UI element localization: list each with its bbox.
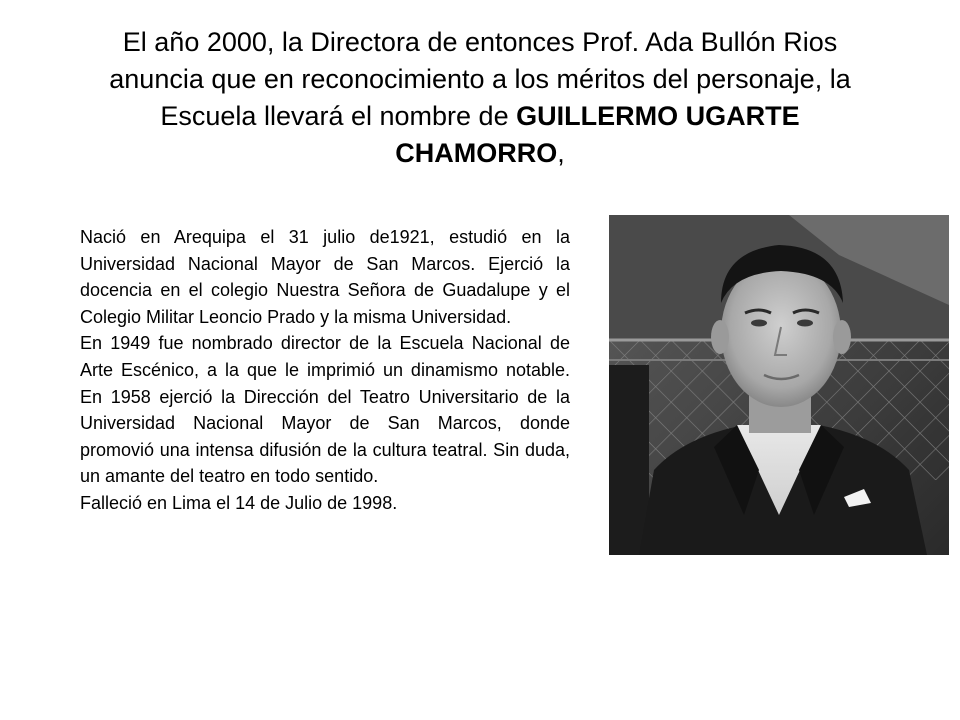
biography-paragraph-2: En 1949 fue nombrado director de la Escuela Nacional de Arte Escénico, a la que le imprimió un dinamismo notable. En 1958 ejerció la Dirección del Teatro Universitario de la Universidad Nacional Mayor de San Marcos, donde promovió una intensa difusión de la cultura teatral. Sin duda, un amante del teatro en todo sentido. — [80, 333, 570, 487]
biography-text — [80, 224, 570, 517]
biography-paragraph-3: Falleció en Lima el 14 de Julio de 1998. — [80, 492, 398, 513]
heading-suffix: , — [557, 138, 565, 168]
biography-paragraph-1: Nació en Arequipa el 31 julio de1921, estudió en la Universidad Nacional Mayor de San Marcos. Ejerció la docencia en el colegio Nuestra Señora de Guadalupe y el Colegio Militar Leoncio Prado y la misma Universidad. — [80, 227, 570, 327]
page-heading — [90, 24, 870, 172]
heading-text: El año 2000, la Directora de entonces Prof. Ada Bullón Rios anuncia que en reconocimiento a los méritos del personaje, la Escuela llevará el nombre de — [109, 27, 851, 131]
portrait-photo — [609, 215, 949, 555]
portrait-illustration — [609, 215, 949, 555]
heading-name: GUILLERMO UGARTE CHAMORRO — [395, 101, 800, 168]
